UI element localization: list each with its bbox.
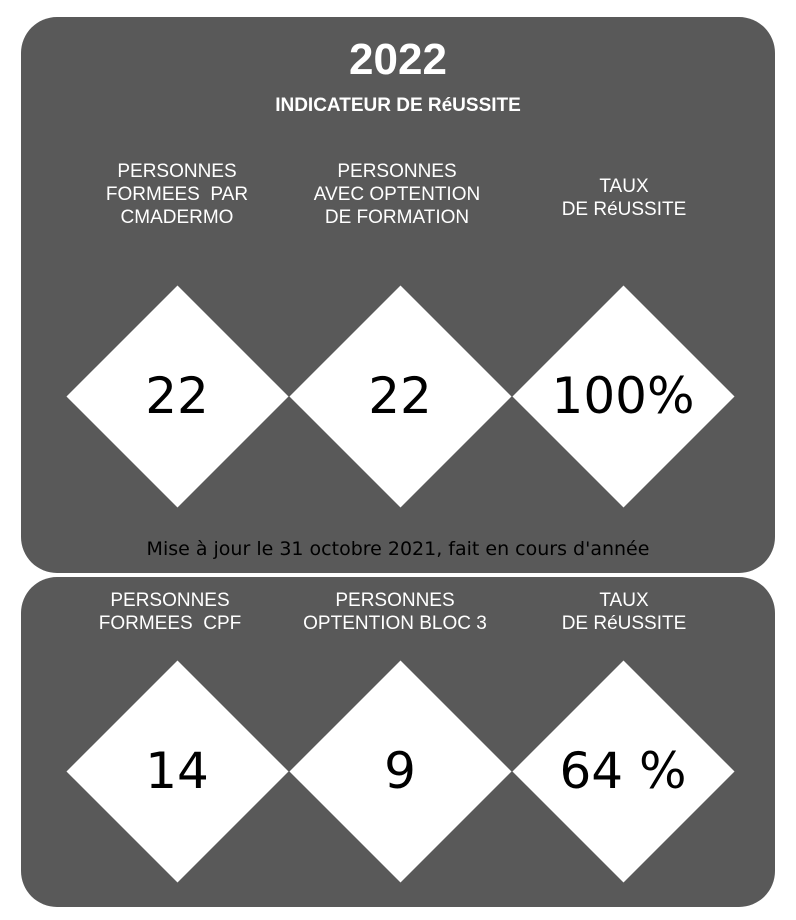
label-success-rate [509,175,739,221]
value-persons-cpf: 14 [145,742,209,800]
label-line: FORMEES PAR [105,184,249,205]
value-success-rate: 100% [551,367,695,425]
label-success-rate-bottom [509,589,739,635]
top-indicator-card [21,17,775,573]
bottom-indicator-card [21,577,775,907]
label-persons-bloc-3 [280,589,510,635]
label-line: TAUX [599,176,649,197]
diamond-success-rate [512,285,734,507]
label-line: DE RéUSSITE [561,199,687,220]
value-persons-obtained: 22 [368,367,432,425]
label-persons-trained-cmadermo [62,160,292,229]
label-line: PERSONNES [337,161,457,182]
update-note: Mise à jour le 31 octobre 2021, fait en cours d'année [146,538,650,560]
label-line: FORMEES CPF [98,613,242,634]
label-line: OPTENTION BLOC 3 [303,613,487,634]
value-persons-bloc-3: 9 [384,742,416,800]
label-line: CMADERMO [120,207,234,228]
diamond-persons-bloc-3 [289,660,511,882]
value-success-rate-bottom: 64 % [559,742,687,800]
year-title: 2022 [349,35,447,84]
label-line: AVEC OPTENTION [313,184,481,205]
label-persons-obtained-training [282,160,512,229]
diamond-persons-trained [66,285,288,507]
label-line: DE FORMATION [324,207,470,228]
value-persons-trained: 22 [145,367,209,425]
diamond-persons-obtained [289,285,511,507]
label-line: PERSONNES [335,590,455,611]
label-line: PERSONNES [110,590,230,611]
label-line: DE RéUSSITE [561,613,687,634]
label-line: TAUX [599,590,649,611]
label-line: PERSONNES [117,161,237,182]
indicator-subtitle: INDICATEUR DE RéUSSITE [275,95,521,116]
label-persons-trained-cpf [55,589,285,635]
diamond-persons-cpf [66,660,288,882]
diamond-success-rate-bottom [512,660,734,882]
